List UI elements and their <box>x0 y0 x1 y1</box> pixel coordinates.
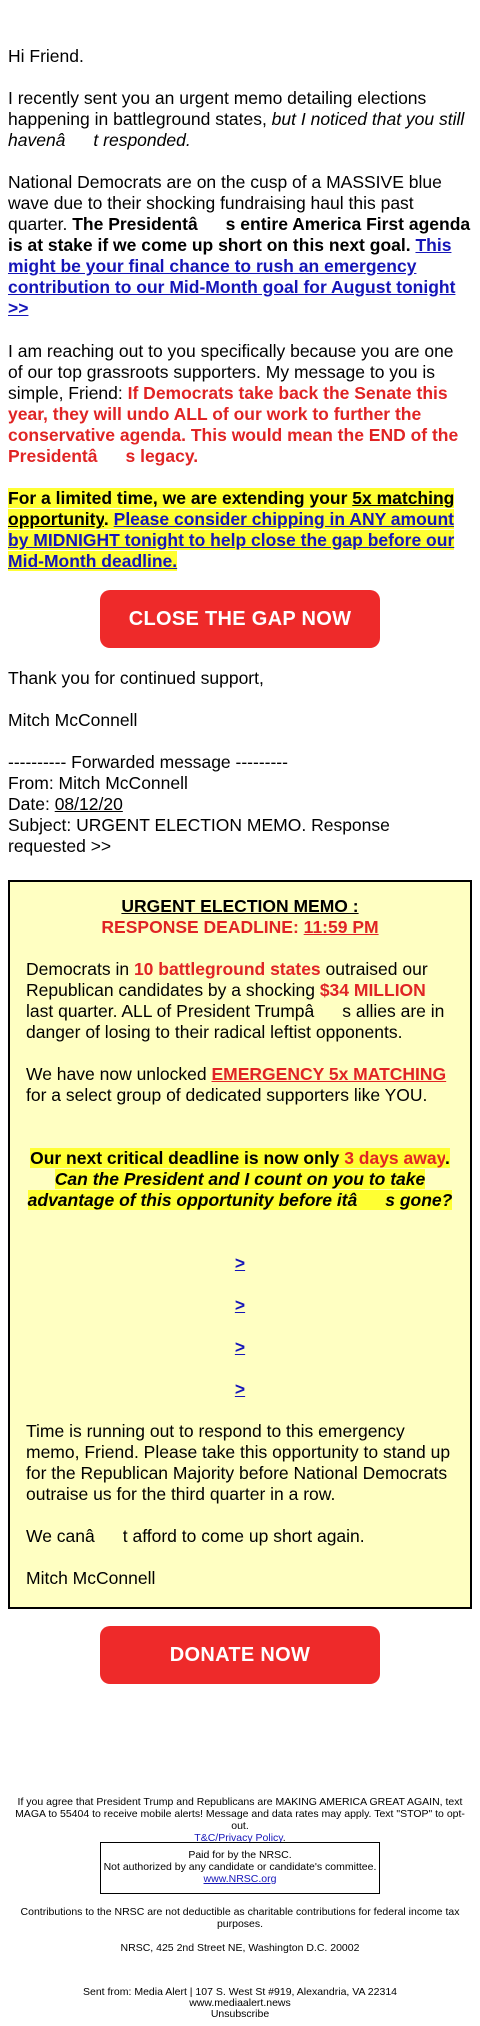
footer-sent-from: Sent from: Media Alert | 107 S. West St #919, Alexandria, VA 22314 <box>82 1986 398 1998</box>
paragraph-blue-wave <box>8 172 472 319</box>
deadline-label: RESPONSE DEADLINE: <box>101 917 304 937</box>
optin-text: If you agree that President Trump and Republicans are MAKING AMERICA GREAT AGAIN, text MAGA to 55404 to receive mobile alerts! Message and data rates may apply. Text "STOP" to opt-out. <box>15 1796 465 1832</box>
memo-paragraph-matching <box>26 1064 454 1106</box>
memo-paragraph-outraised <box>26 959 454 1043</box>
thanks-text: Thank you for continued support, <box>8 668 264 688</box>
memo-paragraph-cant-afford: We canât afford to come up short again. <box>26 1526 365 1546</box>
italic-text: but I noticed that you still havenât responded. <box>8 109 465 150</box>
memo-paragraph-deadline <box>26 1148 454 1211</box>
text: Democrats in <box>26 959 134 979</box>
red-bold-text: 10 battleground states <box>133 959 321 979</box>
footer-optin <box>8 1796 472 1844</box>
donate-link-4[interactable]: > <box>234 1379 246 1399</box>
close-the-gap-button[interactable]: CLOSE THE GAP NOW <box>100 590 380 648</box>
nrsc-link[interactable]: www.NRSC.org <box>203 1873 277 1885</box>
memo-signature: Mitch McConnell <box>26 1568 156 1588</box>
memo-paragraph-time-running-out: Time is running out to respond to this emergency memo, Friend. Please take this opportunity to stand up for the Republican Majority before National Democrats outraise us for the third quarter in a row. <box>26 1421 451 1504</box>
memo-title: URGENT ELECTION MEMO : <box>121 896 359 916</box>
forward-date <box>8 794 472 815</box>
bold-text: The Presidentâs entire America First agenda is at stake if we come up short on this next goal. <box>8 214 471 255</box>
text: I am reaching out to you specifically because you are one of our top grassroots supporters. My message to you is simple, Friend: <box>8 341 454 403</box>
chip-in-link[interactable]: Please consider chipping in ANY amount by MIDNIGHT tonight to help close the gap before our Mid-Month deadline. <box>8 509 455 571</box>
unsubscribe-link[interactable]: Unsubscribe <box>210 2008 270 2020</box>
paid-for-box <box>100 1842 380 1894</box>
text: outraised our Republican candidates by a shocking <box>26 959 428 1000</box>
date-label: Date: <box>8 794 55 814</box>
terms-privacy-link[interactable]: T&C/Privacy Policy <box>194 1832 283 1844</box>
text: We have now unlocked <box>26 1064 212 1084</box>
footer-site: www.mediaalert.news <box>189 1997 291 2009</box>
deadline-time: 11:59 PM <box>303 917 379 937</box>
donate-link-2[interactable]: > <box>234 1295 246 1315</box>
forward-subject: Subject: URGENT ELECTION MEMO. Response requested >> <box>8 815 390 856</box>
red-bold-text: $34 MILLION <box>319 980 426 1000</box>
memo-deadline <box>26 917 454 938</box>
signature: Mitch McConnell <box>8 710 138 730</box>
forward-from: From: Mitch McConnell <box>8 773 188 793</box>
greeting: Hi Friend. <box>8 46 84 66</box>
footer-contributions: Contributions to the NRSC are not deductible as charitable contributions for federal income tax purposes. <box>20 1906 460 1930</box>
text: National Democrats are on the cusp of a MASSIVE blue wave due to their shocking fundraising haul this past quarter. <box>8 172 442 234</box>
not-authorized-text: Not authorized by any candidate or candidate's committee. <box>103 1861 377 1873</box>
emergency-matching-text: EMERGENCY 5x MATCHING <box>211 1064 447 1084</box>
text: last quarter. ALL of President Trumpâs allies are in danger of losing to their radical leftist opponents. <box>26 1001 445 1042</box>
period: . <box>282 1832 286 1844</box>
red-highlight-text: 3 days away <box>344 1148 446 1168</box>
paid-for-text: Paid for by the NRSC. <box>188 1849 292 1861</box>
highlight-text: . <box>103 509 114 529</box>
footer-address: NRSC, 425 2nd Street NE, Washington D.C. 20002 <box>120 1942 360 1954</box>
red-bold-text: If Democrats take back the Senate this year, they will undo ALL of our work to further the conservative agenda. This would mean the END of the Presidentâs legacy. <box>8 383 459 466</box>
donate-link-1[interactable]: > <box>234 1253 246 1273</box>
matching-underline: 5x matching opportunity <box>8 488 455 529</box>
paragraph-matching <box>8 488 472 572</box>
paragraph-memo-followup <box>8 88 472 151</box>
contribution-link[interactable]: This might be your final chance to rush an emergency contribution to our Mid-Month goal for August tonight >> <box>8 235 456 318</box>
donate-now-button[interactable]: DONATE NOW <box>100 1626 380 1684</box>
donate-link-3[interactable]: > <box>234 1337 246 1357</box>
text: for a select group of dedicated supporters like YOU. <box>26 1085 428 1105</box>
highlight-text: For a limited time, we are extending your <box>8 488 353 508</box>
paragraph-grassroots <box>8 341 472 467</box>
highlight-text: Our next critical deadline is now only <box>30 1148 345 1168</box>
text: I recently sent you an urgent memo detailing elections happening in battleground states, <box>8 88 427 129</box>
forward-divider: ---------- Forwarded message --------- <box>8 752 288 772</box>
highlight-text: . <box>445 1148 450 1168</box>
date-value: 08/12/20 <box>54 794 123 814</box>
italic-highlight-text: Can the President and I count on you to take advantage of this opportunity before itâs gone? <box>27 1169 453 1210</box>
memo-box <box>8 880 472 1609</box>
